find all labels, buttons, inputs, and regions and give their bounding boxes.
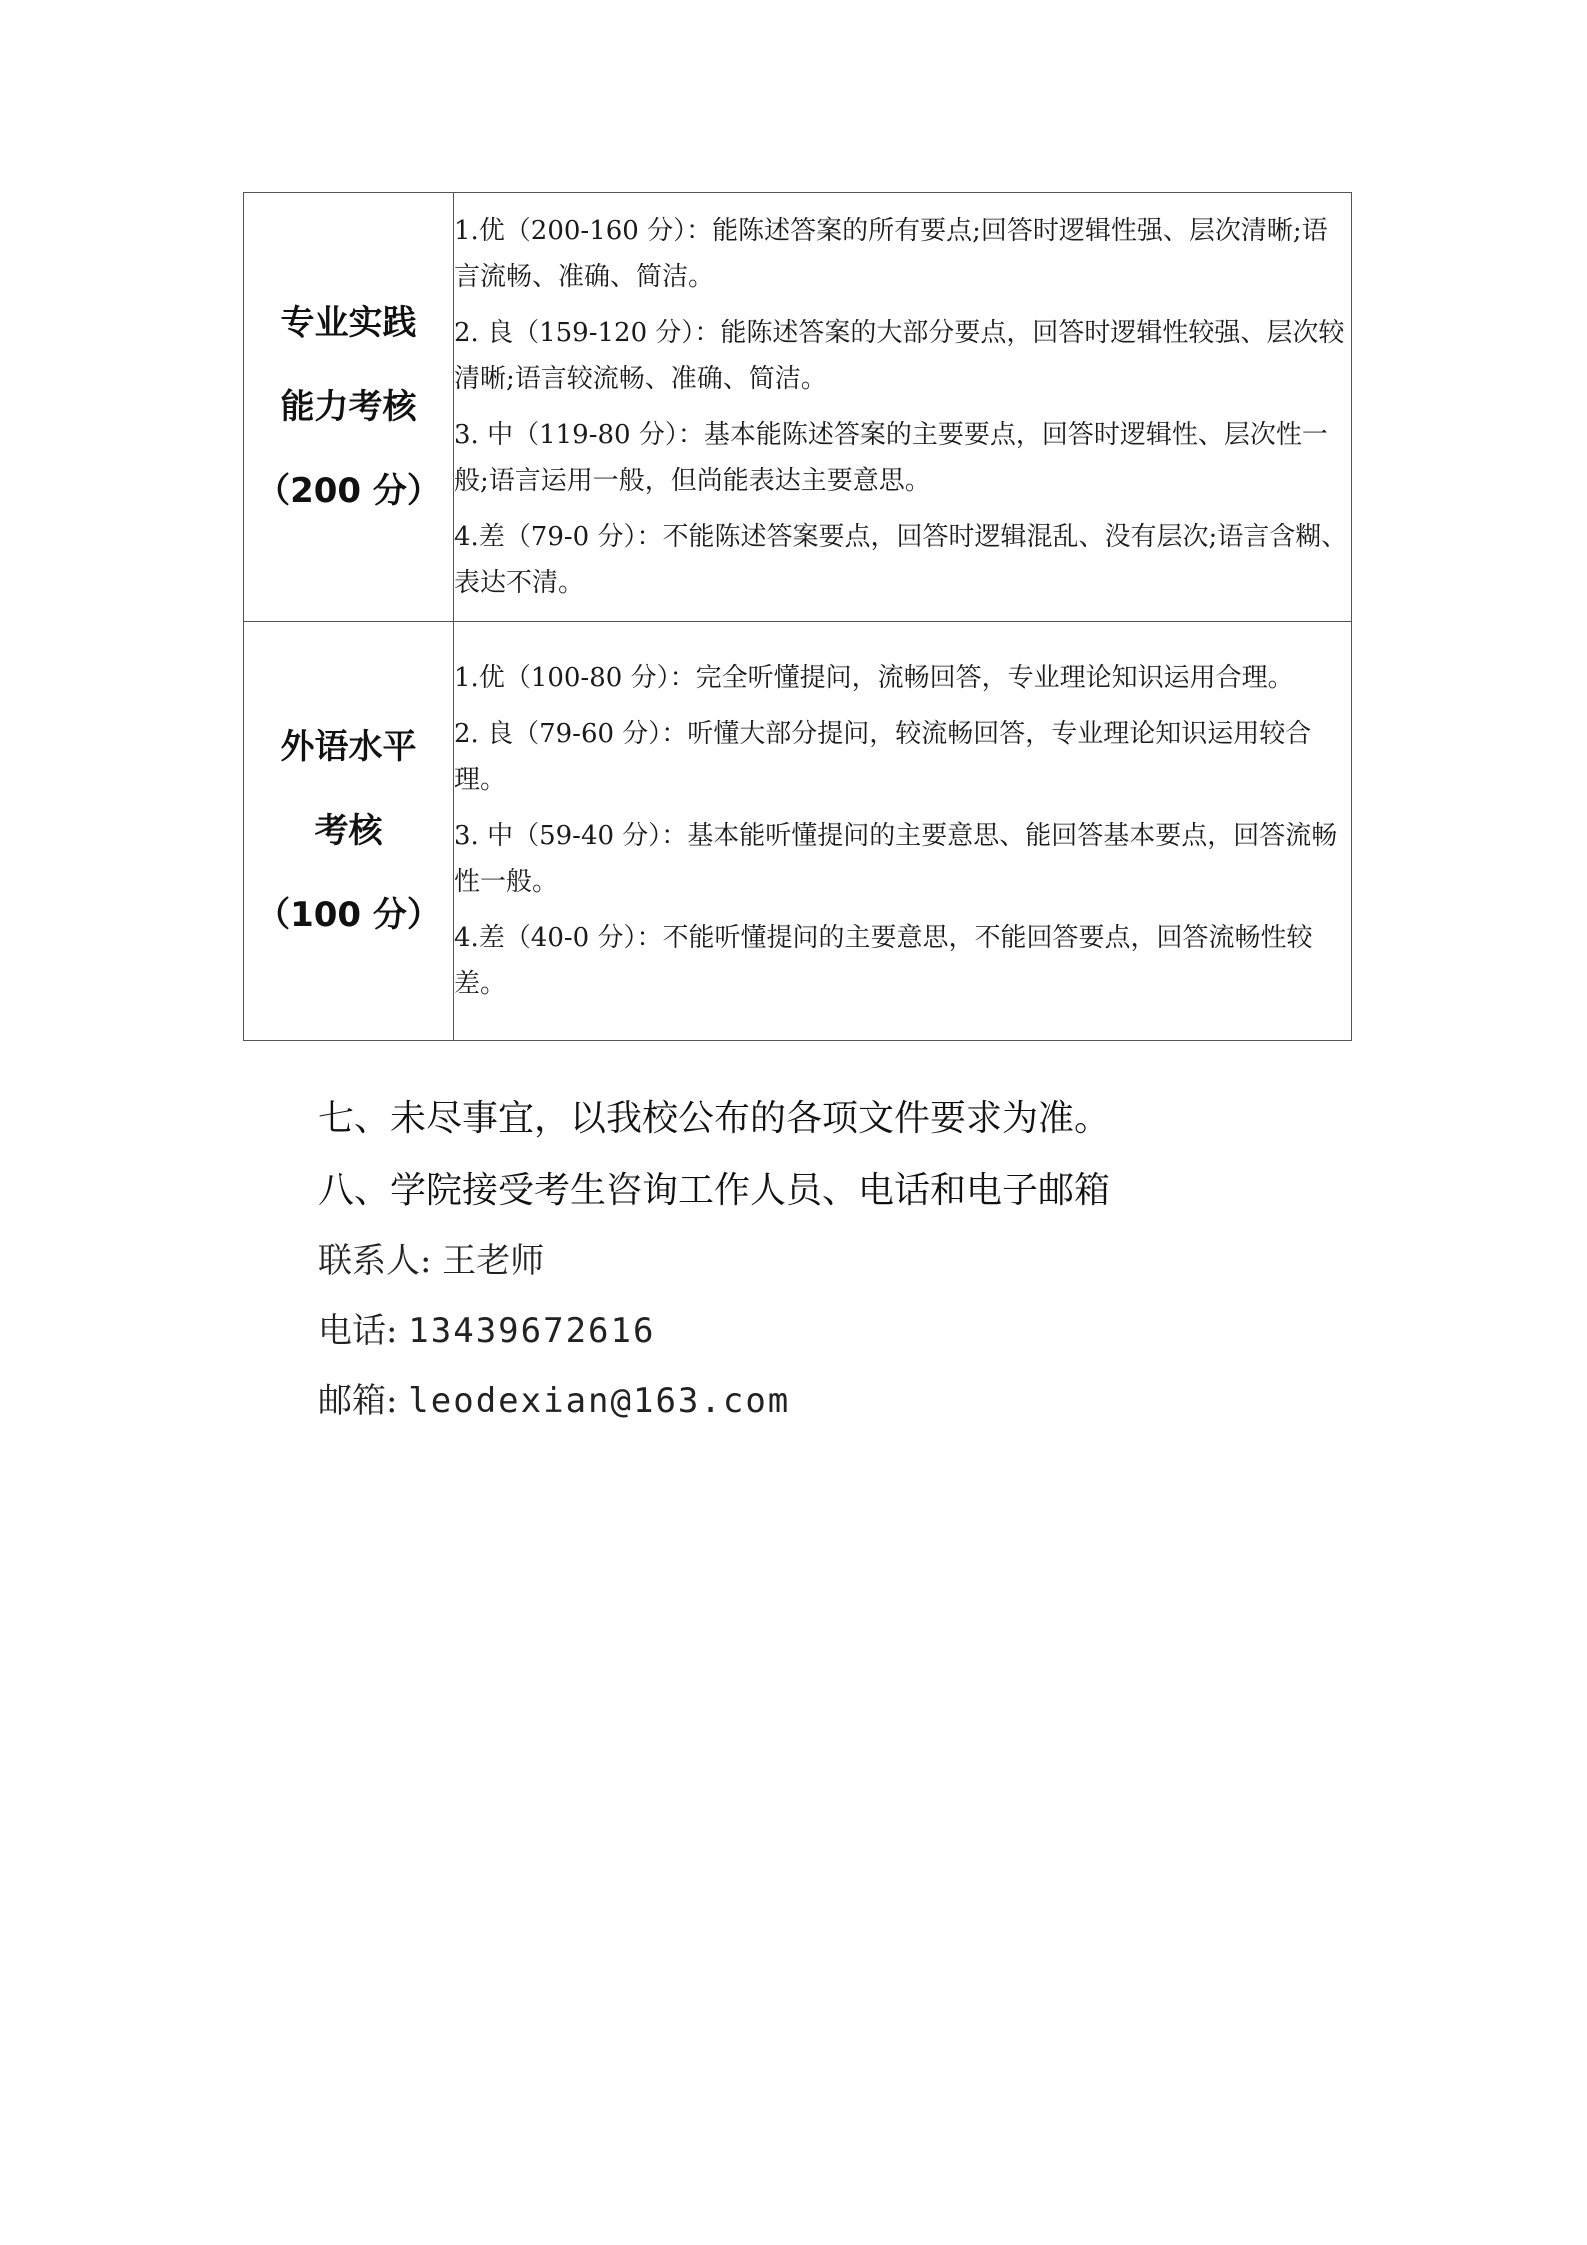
category-title-line: 外语水平 (280, 727, 417, 767)
category-title-line: 考核 (314, 811, 383, 851)
table-row-professional-practice (244, 193, 1352, 622)
criteria-cell-professional-practice (454, 193, 1352, 622)
contact-person-name: 王老师 (442, 1241, 545, 1281)
criterion-excellent: 1.优（200-160 分）：能陈述答案的所有要点;回答时逻辑性强、层次清晰;语言流畅、准确、简洁。 (454, 216, 1328, 292)
category-cell-foreign-language (244, 622, 454, 1041)
criterion-good: 2. 良（159-120 分）：能陈述答案的大部分要点，回答时逻辑性较强、层次较清晰;语言较流畅、准确、简洁。 (454, 318, 1345, 394)
criterion-good: 2. 良（79-60 分）：听懂大部分提问，较流畅回答，专业理论知识运用较合理。 (454, 719, 1312, 795)
section-7-paragraph: 七、未尽事宜，以我校公布的各项文件要求为准。 (318, 1098, 1111, 1139)
contact-person-label: 联系人: (318, 1241, 432, 1281)
category-score: （200 分） (256, 471, 441, 511)
criterion-poor: 4.差（79-0 分）：不能陈述答案要点，回答时逻辑混乱、没有层次;语言含糊、表达不清。 (454, 522, 1348, 598)
category-title-line: 专业实践 (280, 303, 417, 343)
criterion-average: 3. 中（119-80 分）：基本能陈述答案的主要要点，回答时逻辑性、层次性一般;语言运用一般，但尚能表达主要意思。 (454, 420, 1328, 496)
criterion-excellent: 1.优（100-80 分）：完全听懂提问，流畅回答，专业理论知识运用合理。 (454, 663, 1294, 693)
criterion-poor: 4.差（40-0 分）：不能听懂提问的主要意思，不能回答要点，回答流畅性较差。 (454, 923, 1313, 999)
criteria-cell-foreign-language (454, 622, 1352, 1041)
assessment-criteria-table (243, 192, 1352, 1041)
contact-email-line (318, 1377, 790, 1425)
category-score: （100 分） (256, 895, 441, 935)
table-row-foreign-language (244, 622, 1352, 1041)
contact-email-label: 邮箱: (318, 1381, 398, 1421)
category-cell-professional-practice (244, 193, 454, 622)
section-8-heading: 八、学院接受考生咨询工作人员、电话和电子邮箱 (318, 1170, 1111, 1211)
category-title-line: 能力考核 (280, 387, 417, 427)
criterion-average: 3. 中（59-40 分）：基本能听懂提问的主要意思、能回答基本要点，回答流畅性一般。 (454, 821, 1338, 897)
contact-phone-label: 电话: (318, 1311, 398, 1351)
contact-phone-line (318, 1307, 655, 1355)
contact-person-line (318, 1237, 544, 1285)
contact-phone-number: 13439672616 (408, 1311, 656, 1351)
contact-email-address: leodexian@163.com (408, 1381, 791, 1421)
